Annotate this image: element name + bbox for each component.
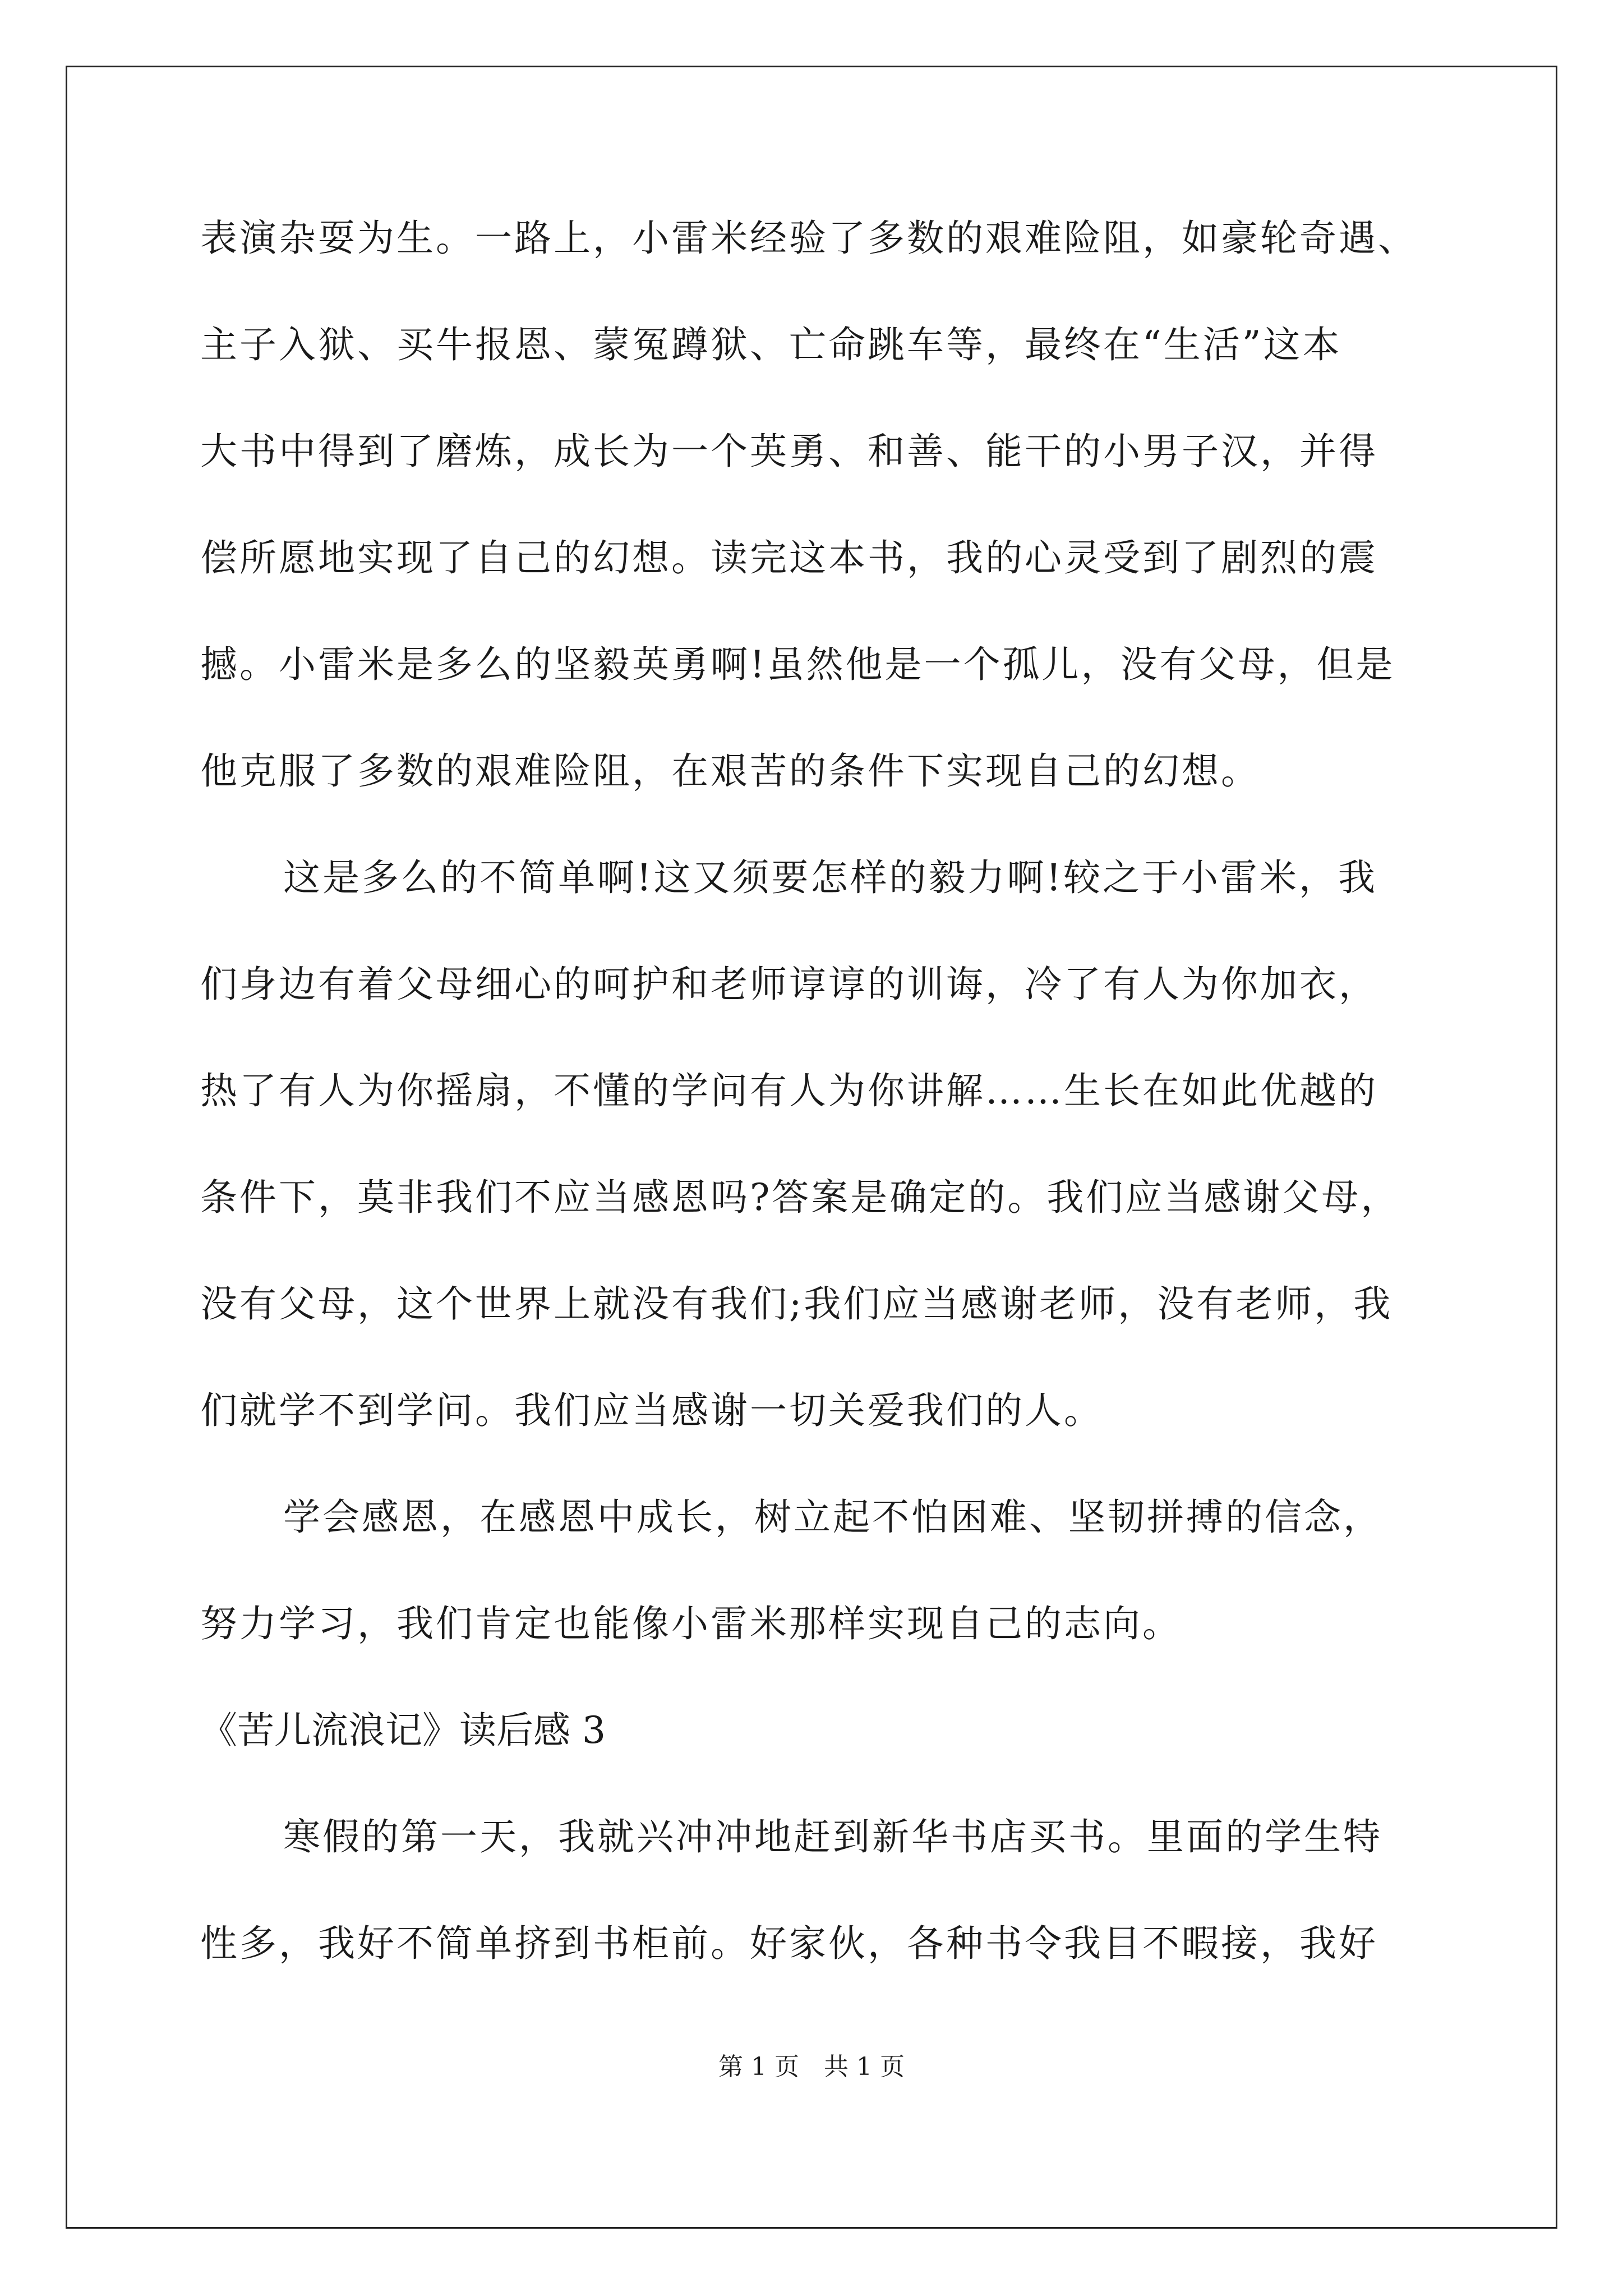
paragraph-line: 们身边有着父母细心的呵护和老师谆谆的训诲，冷了有人为你加衣，	[200, 963, 1378, 1006]
paragraph-line: 偿所愿地实现了自己的幻想。读完这本书，我的心灵受到了剧烈的震	[200, 536, 1378, 579]
paragraph-first-line: 寒假的第一天，我就兴冲冲地赶到新华书店买书。里面的学生特	[283, 1815, 1382, 1858]
paragraph-line: 大书中得到了磨炼，成长为一个英勇、和善、能干的小男子汉，并得	[200, 430, 1378, 473]
paragraph-first-line: 这是多么的不简单啊!这又须要怎样的毅力啊!较之于小雷米，我	[283, 856, 1378, 899]
document-body	[200, 185, 1428, 1997]
paragraph-line: 他克服了多数的艰难险阻，在艰苦的条件下实现自己的幻想。	[200, 749, 1260, 793]
paragraph-line: 性多，我好不简单挤到书柜前。好家伙，各种书令我目不暇接，我好	[200, 1922, 1378, 1965]
section-heading: 《苦儿流浪记》读后感 3	[200, 1709, 606, 1752]
paragraph-line: 努力学习，我们肯定也能像小雷米那样实现自己的志向。	[200, 1602, 1182, 1645]
paragraph-line: 们就学不到学问。我们应当感谢一切关爱我们的人。	[200, 1389, 1103, 1432]
paragraph-line: 主子入狱、买牛报恩、蒙冤蹲狱、亡命跳车等，最终在“生活”这本	[200, 323, 1342, 366]
paragraph-first-line: 学会感恩，在感恩中成长，树立起不怕困难、坚韧拼搏的信念，	[283, 1496, 1382, 1539]
paragraph-line: 条件下，莫非我们不应当感恩吗?答案是确定的。我们应当感谢父母，	[200, 1176, 1400, 1219]
paragraph-line: 撼。小雷米是多么的坚毅英勇啊!虽然他是一个孤儿，没有父母，但是	[200, 643, 1395, 686]
paragraph-line: 热了有人为你摇扇，不懂的学问有人为你讲解……生长在如此优越的	[200, 1069, 1378, 1112]
paragraph-line: 没有父母，这个世界上就没有我们;我们应当感谢老师，没有老师，我	[200, 1282, 1393, 1326]
paragraph-line: 表演杂耍为生。一路上，小雷米经验了多数的艰难险阻，如豪轮奇遇、	[200, 217, 1417, 260]
page-footer: 第 1 页 共 1 页	[718, 2053, 905, 2081]
